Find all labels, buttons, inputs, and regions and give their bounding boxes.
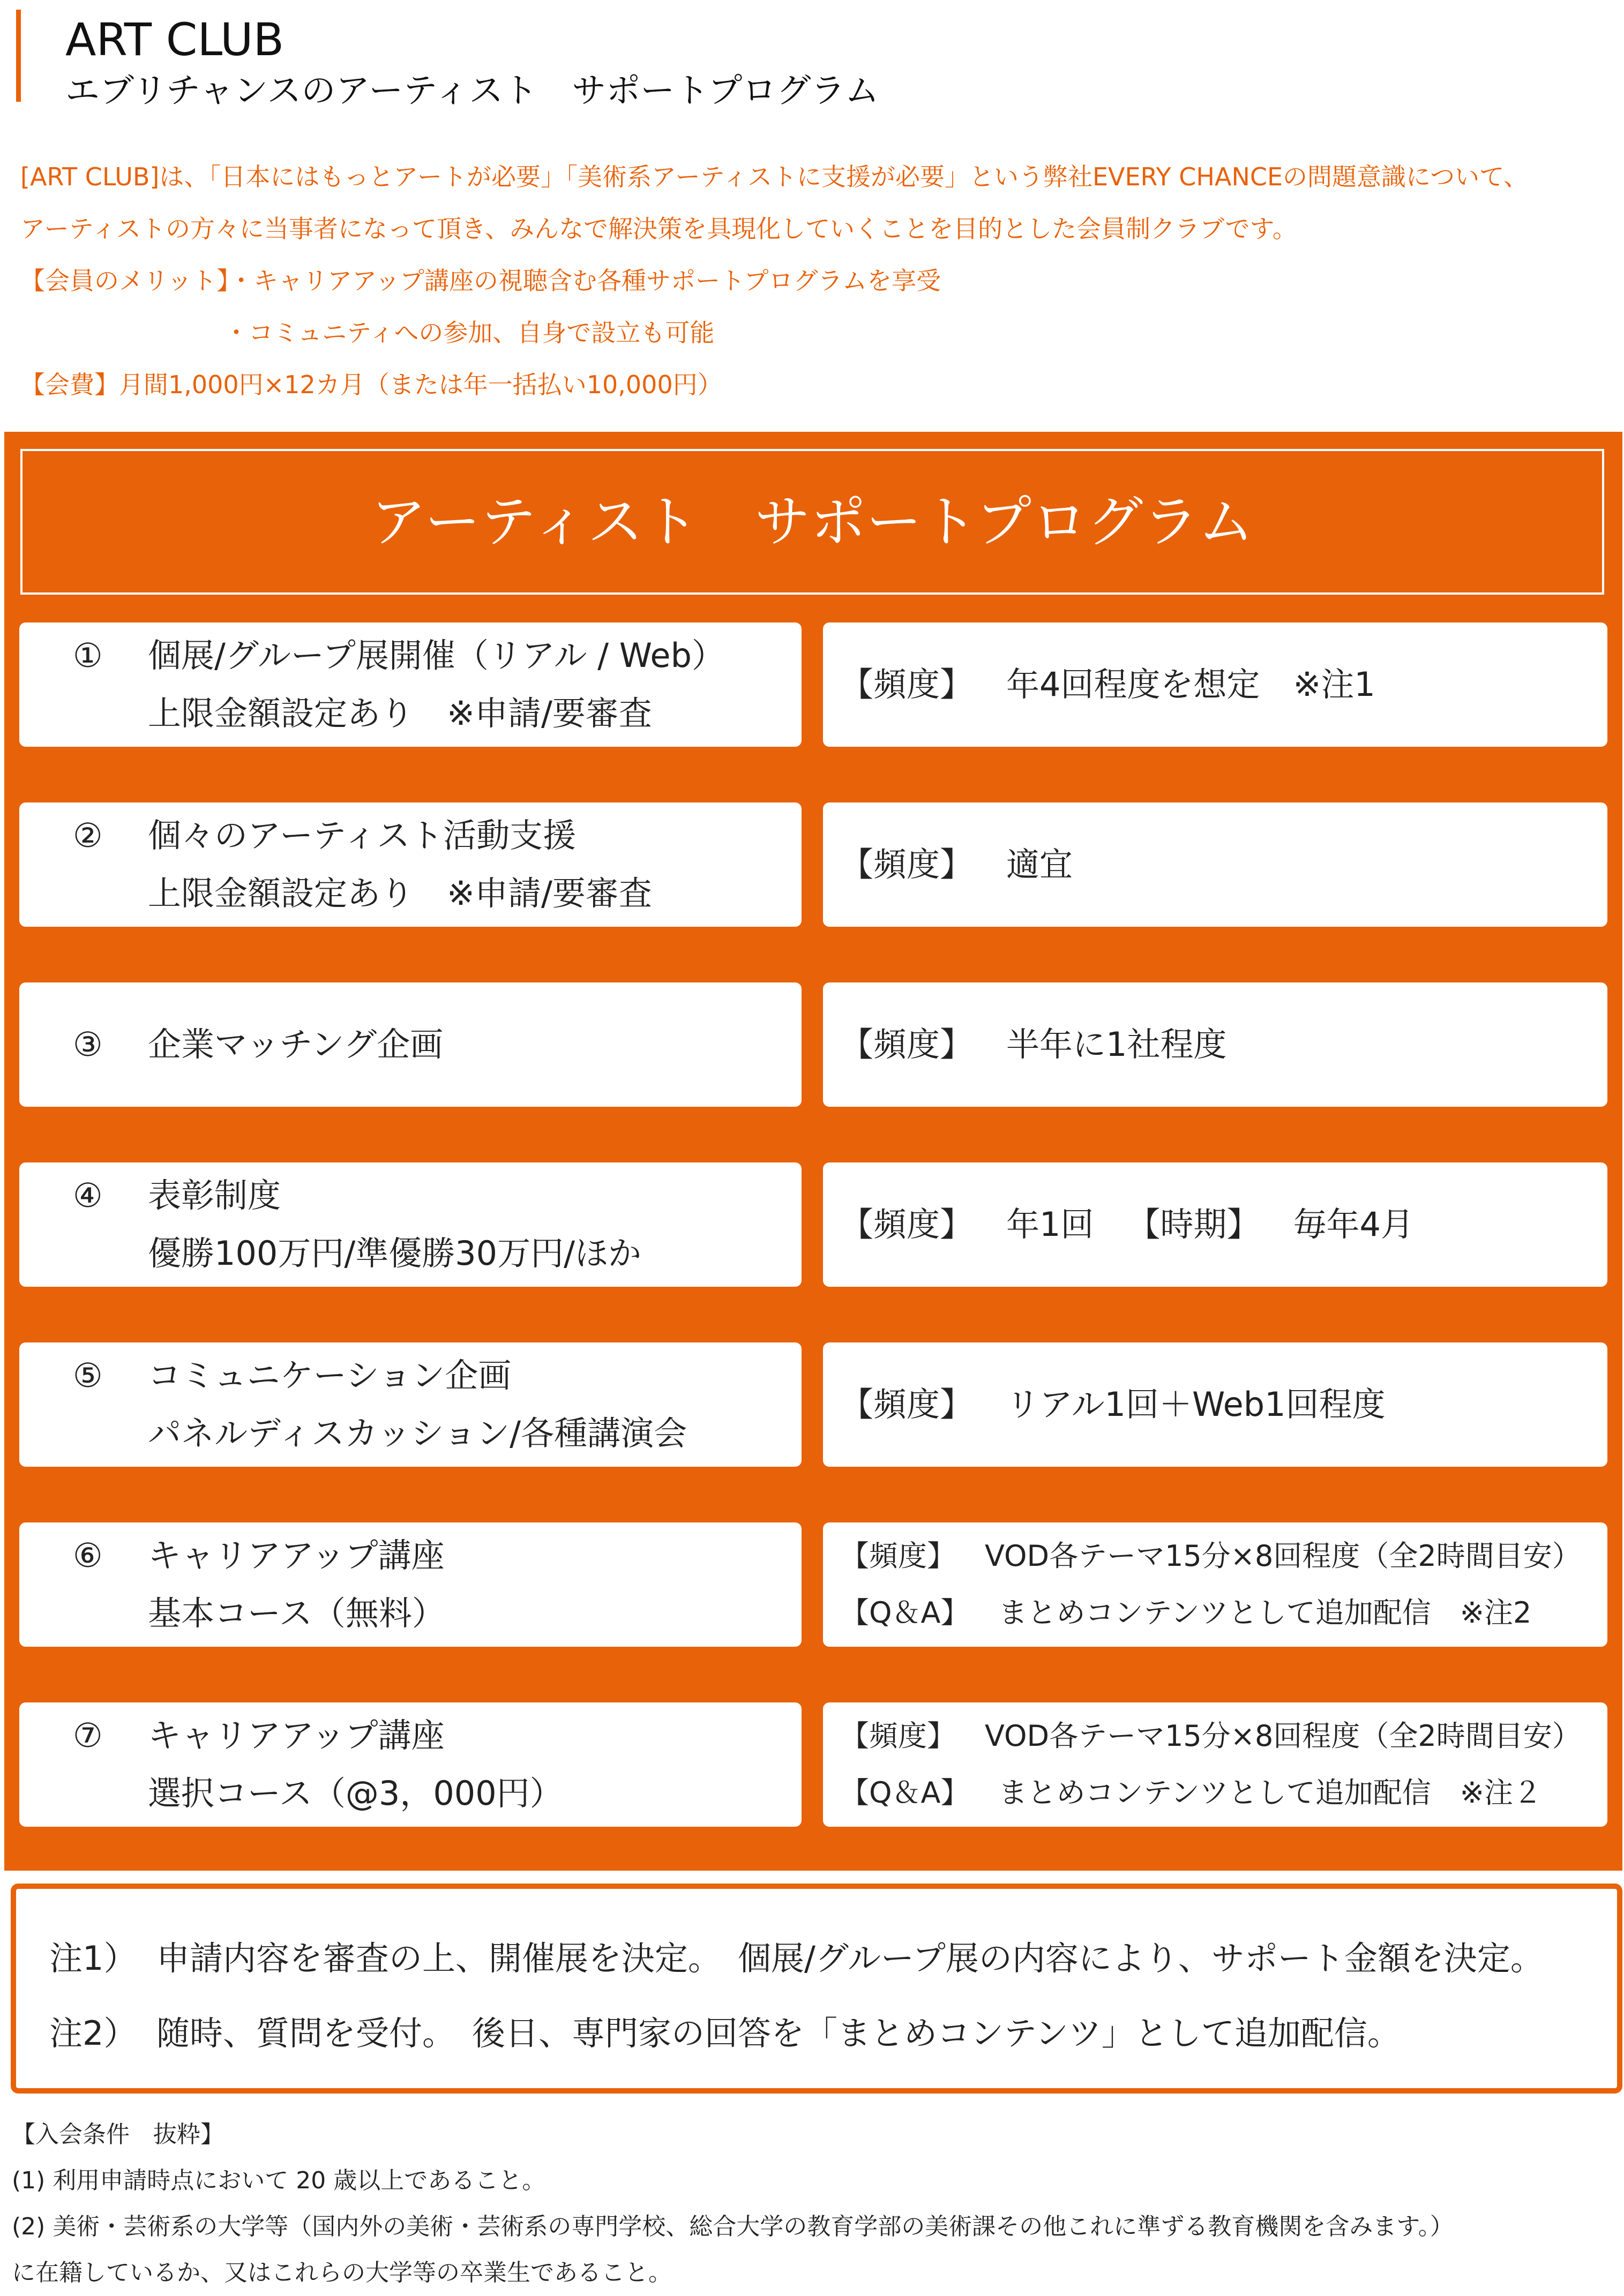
item-number: ⑤ bbox=[73, 1356, 103, 1395]
item-number: ③ bbox=[73, 1025, 103, 1064]
frequency-tag: 【頻度】 bbox=[840, 665, 974, 704]
page-subtitle: エブリチャンスのアーティスト サポートプログラム bbox=[65, 71, 879, 111]
frequency-text: 適宜 bbox=[1006, 845, 1073, 884]
page-title: ART CLUB bbox=[65, 13, 285, 66]
qa-text: まとめコンテンツとして追加配信 ※注2 bbox=[998, 1596, 1532, 1630]
program-item-3 bbox=[19, 982, 802, 1107]
condition-item: (1) 利用申請時点において 20 歳以上であること。 bbox=[12, 2167, 546, 2194]
frequency-tag: 【頻度】 bbox=[840, 1539, 956, 1573]
program-item-1 bbox=[19, 622, 802, 747]
frequency-text: リアル1回＋Web1回程度 bbox=[1006, 1385, 1386, 1424]
membership-conditions bbox=[12, 2112, 1614, 2296]
item-title: 個々のアーティスト活動支援 bbox=[148, 816, 577, 855]
conditions-heading: 【入会条件 抜粋】 bbox=[12, 2121, 224, 2148]
note-1 bbox=[49, 1921, 1617, 1996]
period-tag: 【時期】 bbox=[1127, 1205, 1260, 1244]
note-2 bbox=[49, 1996, 1617, 2071]
note-text: 随時、質問を受付。 後日、専門家の回答を「まとめコンテンツ」として追加配信。 bbox=[156, 2014, 1401, 2053]
program-item-5-frequency bbox=[823, 1342, 1607, 1467]
program-item-4 bbox=[19, 1162, 802, 1287]
item-number: ② bbox=[73, 816, 103, 855]
frequency-tag: 【頻度】 bbox=[840, 1385, 974, 1424]
item-number: ④ bbox=[73, 1176, 103, 1215]
item-detail: 上限金額設定あり ※申請/要審査 bbox=[148, 874, 652, 913]
intro-line: [ART CLUB]は、「日本にはもっとアートが必要」「美術系アーティストに支援が必要」という弊社EVERY CHANCEの問題意識について、 bbox=[20, 162, 1529, 191]
condition-item: (2) 美術・芸術系の大学等（国内外の美術・芸術系の専門学校、総合大学の教育学部の美術課その他これに準ずる教育機関を含みます。） bbox=[12, 2213, 1454, 2240]
frequency-text: VOD各テーマ15分×8回程度（全2時間目安） bbox=[985, 1719, 1581, 1753]
program-item-6 bbox=[19, 1522, 802, 1647]
note-label: 注1） bbox=[49, 1939, 137, 1978]
intro-section bbox=[20, 151, 1606, 411]
program-item-3-frequency bbox=[823, 982, 1607, 1107]
frequency-text: VOD各テーマ15分×8回程度（全2時間目安） bbox=[985, 1539, 1581, 1573]
item-title: キャリアアップ講座 bbox=[148, 1716, 445, 1755]
program-item-5 bbox=[19, 1342, 802, 1467]
frequency-text: 半年に1社程度 bbox=[1006, 1025, 1227, 1064]
item-title: コミュニケーション企画 bbox=[148, 1356, 512, 1395]
frequency-text: 年4回程度を想定 ※注1 bbox=[1006, 665, 1375, 704]
program-item-2 bbox=[19, 802, 802, 927]
program-item-7-frequency bbox=[823, 1702, 1607, 1827]
item-detail: 基本コース（無料） bbox=[148, 1594, 445, 1633]
frequency-tag: 【頻度】 bbox=[840, 1025, 974, 1064]
frequency-text: 年1回 bbox=[1006, 1205, 1094, 1244]
item-number: ① bbox=[73, 636, 103, 675]
frequency-tag: 【頻度】 bbox=[840, 845, 974, 884]
item-detail: 優勝100万円/準優勝30万円/ほか bbox=[148, 1234, 642, 1273]
membership-fee-line: 【会費】月間1,000円×12カ月（または年一括払い10,000円） bbox=[20, 370, 722, 399]
item-number: ⑥ bbox=[73, 1536, 103, 1575]
header-accent-bar bbox=[16, 10, 21, 102]
note-label: 注2） bbox=[49, 2014, 137, 2053]
item-title: 表彰制度 bbox=[148, 1176, 281, 1215]
program-title: アーティスト サポートプログラム bbox=[20, 449, 1604, 595]
program-item-7 bbox=[19, 1702, 802, 1827]
program-item-4-frequency bbox=[823, 1162, 1607, 1287]
program-item-2-frequency bbox=[823, 802, 1607, 927]
member-merit-line: 【会員のメリット】・キャリアアップ講座の視聴含む各種サポートプログラムを享受 bbox=[20, 266, 941, 295]
item-title: キャリアアップ講座 bbox=[148, 1536, 445, 1575]
item-title: 個展/グループ展開催（リアル / Web） bbox=[148, 636, 725, 675]
qa-tag: 【Q＆A】 bbox=[840, 1776, 970, 1810]
frequency-tag: 【頻度】 bbox=[840, 1719, 956, 1753]
frequency-tag: 【頻度】 bbox=[840, 1205, 974, 1244]
item-detail: 選択コース（@3，000円） bbox=[148, 1774, 563, 1813]
qa-tag: 【Q＆A】 bbox=[840, 1596, 970, 1630]
item-detail: 上限金額設定あり ※申請/要審査 bbox=[148, 694, 652, 733]
item-number: ⑦ bbox=[73, 1716, 103, 1755]
program-item-6-frequency bbox=[823, 1522, 1607, 1647]
qa-text: まとめコンテンツとして追加配信 ※注２ bbox=[998, 1776, 1542, 1810]
condition-item: に在籍しているか、又はこれらの大学等の卒業生であること。 bbox=[12, 2259, 672, 2286]
notes-box bbox=[11, 1884, 1622, 2094]
support-program-panel bbox=[4, 432, 1622, 1871]
item-title: 企業マッチング企画 bbox=[148, 1025, 444, 1064]
period-text: 毎年4月 bbox=[1293, 1205, 1414, 1244]
item-detail: パネルディスカッション/各種講演会 bbox=[148, 1414, 687, 1453]
intro-line: アーティストの方々に当事者になって頂き、みんなで解決策を具現化していくことを目的とした会員制クラブです。 bbox=[20, 214, 1297, 243]
program-item-1-frequency bbox=[823, 622, 1607, 747]
member-merit-line: ・コミュニティへの参加、自身で設立も可能 bbox=[224, 318, 715, 347]
note-text: 申請内容を審査の上、開催展を決定。 個展/グループ展の内容により、サポート金額を決定。 bbox=[156, 1939, 1544, 1978]
